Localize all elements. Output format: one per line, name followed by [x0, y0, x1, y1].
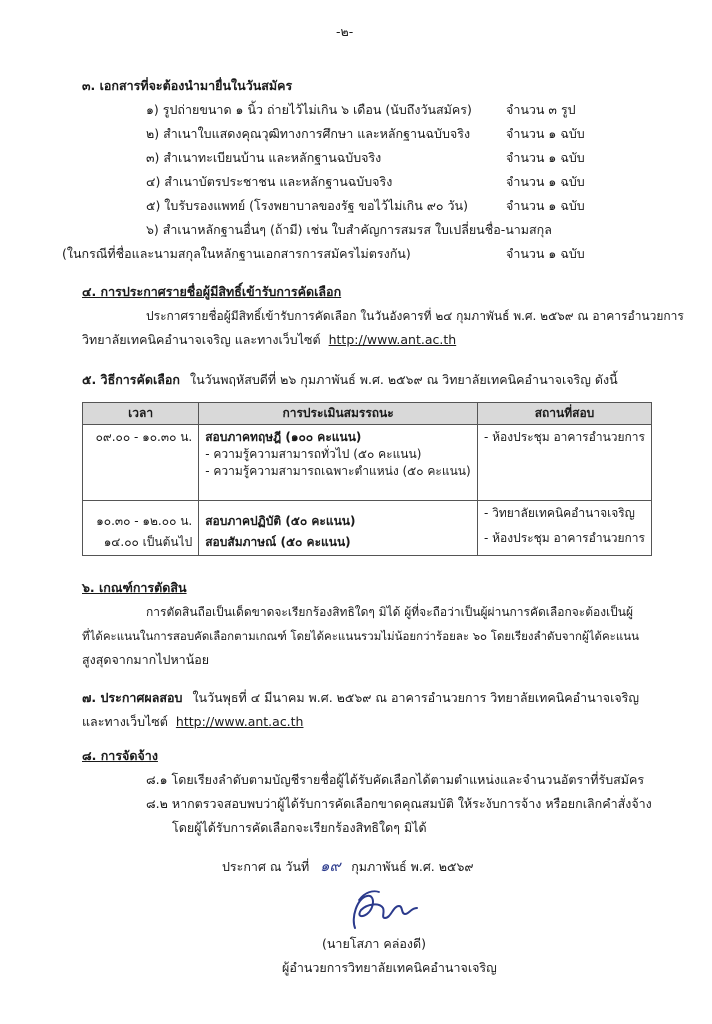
- signatory-name: (นายโสภา คล่องดี): [322, 936, 426, 951]
- section3-item-2: ๒) สำเนาใบแสดงคุณวุฒิทางการศึกษา และหลักฐานฉบับจริง: [146, 126, 471, 141]
- header-assessment: การประเมินสมรรถนะ: [199, 403, 478, 425]
- row2-venue-interview: - ห้องประชุม อาคารอำนวยการ: [483, 531, 645, 545]
- announcement-month-year: กุมภาพันธ์ พ.ศ. ๒๕๖๙: [351, 859, 474, 874]
- row2-venue-practical: - วิทยาลัยเทคนิคอำนาจเจริญ: [483, 506, 635, 520]
- section6-line3: สูงสุดจากมากไปหาน้อย: [82, 652, 210, 667]
- section3-item-4: ๔) สำเนาบัตรประชาชน และหลักฐานฉบับจริง: [146, 174, 393, 189]
- announcement-date-line: [222, 858, 474, 875]
- section3-item-3: ๓) สำเนาทะเบียนบ้าน และหลักฐานฉบับจริง: [146, 150, 382, 165]
- section6-line2: ที่ได้คะแนนในการสอบคัดเลือกตามเกณฑ์ โดยได้คะแนนรวมไม่น้อยกว่าร้อยละ ๖๐ โดยเรียงลำดับจากผู้ได้คะแนน: [82, 629, 639, 643]
- section3-item-6-qty: จำนวน ๑ ฉบับ: [506, 246, 585, 261]
- section4-line2: [82, 332, 456, 348]
- section7-line2-text: และทางเว็บไซต์: [82, 714, 168, 729]
- section3-item-1: ๑) รูปถ่ายขนาด ๑ นิ้ว ถ่ายไว้ไม่เกิน ๖ เดือน (นับถึงวันสมัคร): [146, 102, 472, 117]
- section7-detail: ในวันพุธที่ ๔ มีนาคม พ.ศ. ๒๕๖๙ ณ อาคารอำนวยการ วิทยาลัยเทคนิคอำนาจเจริญ: [192, 690, 640, 705]
- section6-line1: การตัดสินถือเป็นเด็ดขาดจะเรียกร้องสิทธิใดๆ มิได้ ผู้ที่จะถือว่าเป็นผู้ผ่านการคัดเลือกจะต้องเป็นผู้: [146, 605, 634, 619]
- announcement-day: ๑๙: [319, 857, 341, 875]
- row2-time-practical: ๑๐.๓๐ - ๑๒.๐๐ น.: [96, 514, 193, 528]
- table-row: [83, 425, 652, 501]
- website-link[interactable]: http://www.ant.ac.th: [328, 332, 457, 347]
- section8-item2: ๘.๒ หากตรวจสอบพบว่าผู้ได้รับการคัดเลือกขาดคุณสมบัติ ให้ระงับการจ้าง หรือยกเลิกคำสั่งจ้าง: [146, 796, 652, 811]
- row1-general-knowledge: - ความรู้ความสามารถทั่วไป (๕๐ คะแนน): [205, 447, 422, 461]
- section8-item1: ๘.๑ โดยเรียงลำดับตามบัญชีรายชื่อผู้ได้รับคัดเลือกได้ตามตำแหน่งและจำนวนอัตราที่รับสมัคร: [146, 772, 645, 787]
- section3-heading: ๓. เอกสารที่จะต้องนำมายื่นในวันสมัคร: [82, 78, 293, 93]
- row2-interview: สอบสัมภาษณ์ (๕๐ คะแนน): [205, 535, 351, 549]
- table-header-row: [83, 403, 652, 425]
- row1-position-knowledge: - ความรู้ความสามารถเฉพาะตำแหน่ง (๕๐ คะแนน): [205, 464, 471, 478]
- section6-heading: ๖. เกณฑ์การตัดสิน: [82, 580, 187, 595]
- results-website-link[interactable]: http://www.ant.ac.th: [175, 714, 304, 729]
- row2-practical-exam: สอบภาคปฏิบัติ (๕๐ คะแนน): [205, 514, 356, 528]
- page-number: -๒-: [336, 24, 354, 39]
- section3-item-5-qty: จำนวน ๑ ฉบับ: [506, 198, 585, 213]
- header-venue: สถานที่สอบ: [477, 403, 651, 425]
- section3-item-6: ๖) สำเนาหลักฐานอื่นๆ (ถ้ามี) เช่น ใบสำคัญการสมรส ใบเปลี่ยนชื่อ-นามสกุล: [146, 222, 552, 237]
- section5-detail: ในวันพฤหัสบดีที่ ๒๖ กุมภาพันธ์ พ.ศ. ๒๕๖๙ ณ วิทยาลัยเทคนิคอำนาจเจริญ ดังนี้: [189, 372, 618, 387]
- section3-item-5: ๕) ใบรับรองแพทย์ (โรงพยาบาลของรัฐ ขอไว้ไม่เกิน ๙๐ วัน): [146, 198, 468, 213]
- row1-venue: - ห้องประชุม อาคารอำนวยการ: [483, 430, 645, 444]
- section3-item-3-qty: จำนวน ๑ ฉบับ: [506, 150, 585, 165]
- signatory-title: ผู้อำนวยการวิทยาลัยเทคนิคอำนาจเจริญ: [282, 960, 497, 975]
- section3-item-2-qty: จำนวน ๑ ฉบับ: [506, 126, 585, 141]
- section5-heading-line: [82, 372, 618, 388]
- section4-line2-text: วิทยาลัยเทคนิคอำนาจเจริญ และทางเว็บไซต์: [82, 332, 321, 347]
- section5-heading: ๕. วิธีการคัดเลือก: [82, 372, 180, 387]
- section3-item-4-qty: จำนวน ๑ ฉบับ: [506, 174, 585, 189]
- announced-label: ประกาศ ณ วันที่: [222, 859, 310, 874]
- signature: [345, 888, 425, 936]
- header-time: เวลา: [83, 403, 199, 425]
- section8-heading: ๘. การจัดจ้าง: [82, 748, 158, 763]
- section4-line1: ประกาศรายชื่อผู้มีสิทธิ์เข้ารับการคัดเลือก ในวันอังคารที่ ๒๔ กุมภาพันธ์ พ.ศ. ๒๕๖๙ ณ อาคารอำนวยการ: [146, 309, 684, 323]
- section3-item-6-note: (ในกรณีที่ชื่อและนามสกุลในหลักฐานเอกสารการสมัครไม่ตรงกัน): [62, 246, 411, 261]
- selection-schedule-table: [82, 402, 652, 556]
- row1-time: ๐๙.๐๐ - ๑๐.๓๐ น.: [95, 430, 193, 444]
- table-row: [83, 501, 652, 556]
- section7-heading: ๗. ประกาศผลสอบ: [82, 690, 183, 705]
- section3-item-1-qty: จำนวน ๓ รูป: [506, 102, 576, 117]
- section4-heading: ๔. การประกาศรายชื่อผู้มีสิทธิ์เข้ารับการคัดเลือก: [82, 284, 342, 299]
- section7-heading-line: [82, 690, 639, 706]
- section8-item2-cont: โดยผู้ได้รับการคัดเลือกจะเรียกร้องสิทธิใดๆ มิได้: [172, 820, 427, 835]
- row1-theory-exam: สอบภาคทฤษฎี (๑๐๐ คะแนน): [205, 430, 362, 444]
- row2-time-interview: ๑๔.๐๐ เป็นต้นไป: [103, 535, 193, 549]
- section7-line2: [82, 714, 303, 730]
